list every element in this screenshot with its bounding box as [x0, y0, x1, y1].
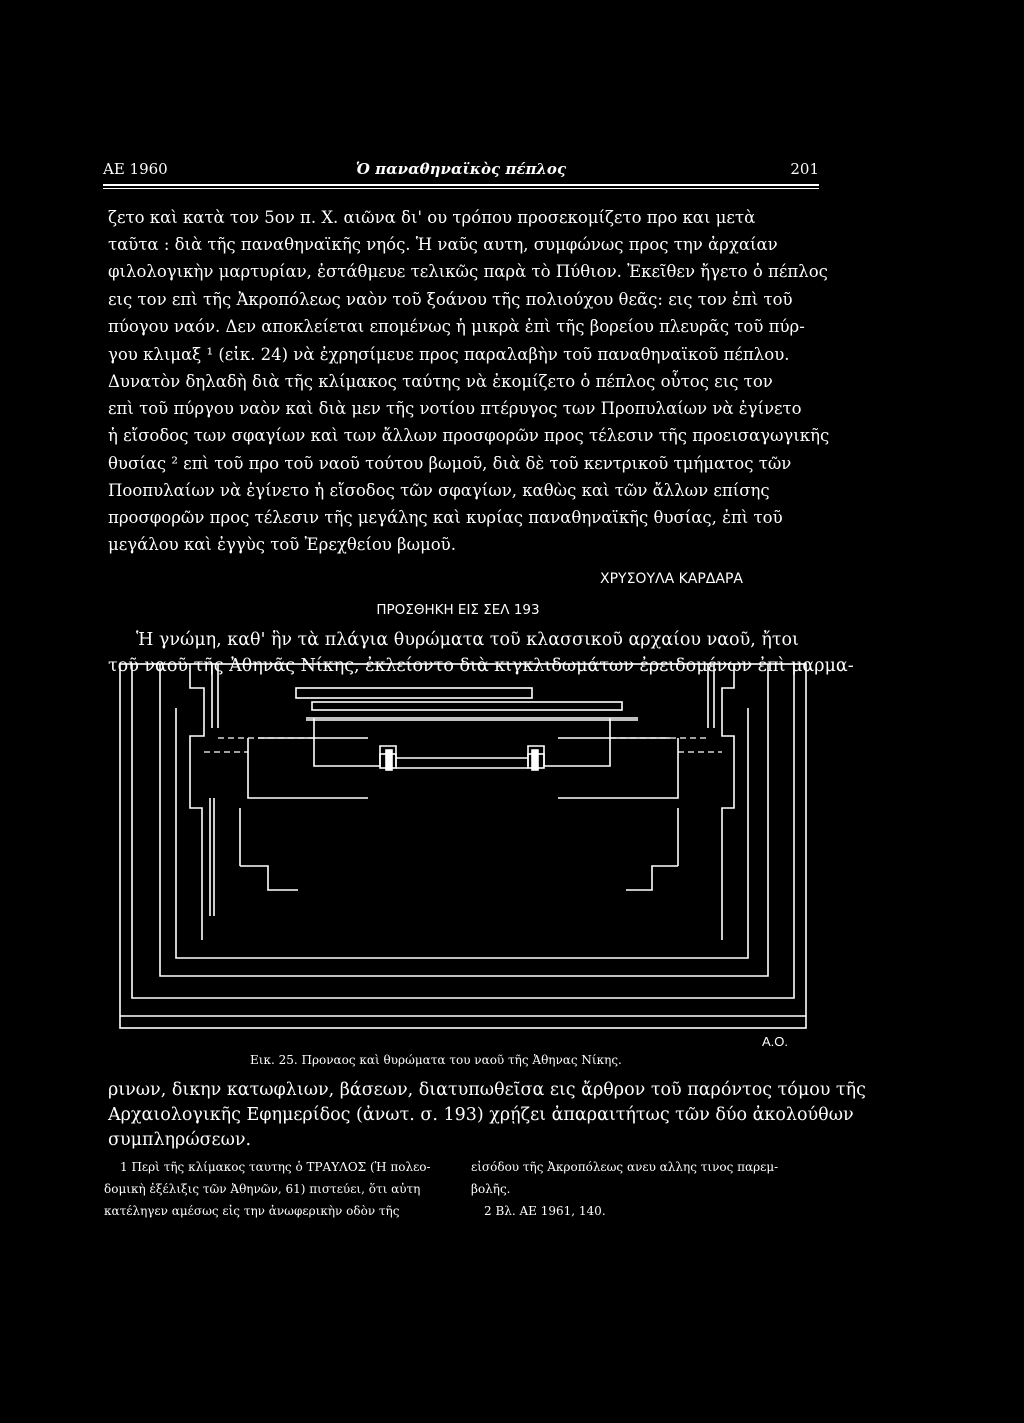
- body-line: γου κλιμαξ ¹ (εἰκ. 24) νὰ ἐχρησίμευε προς παραλαβὴν τοῦ παναθηναϊκοῦ πέπλου.: [108, 345, 790, 364]
- body-line: εις τον επὶ τῆς Ἀκροπόλεως ναὸν τοῦ ξοάνου τῆς πολιούχου θεᾶς: εις τον ἐπὶ τοῦ: [108, 290, 793, 309]
- running-header: [103, 160, 819, 184]
- continuation-line: Αρχαιολογικῆς Εφημερίδος (ἀνωτ. σ. 193) χρῄζει ἀπαραιτήτως τῶν δύο ἀκολούθων: [108, 1105, 854, 1125]
- body-line: ταῦτα : διὰ τῆς παναθηναϊκῆς νηός. Ἡ ναῦς αυτη, συμφώνως προς την ἀρχαίαν: [108, 235, 778, 254]
- continuation-line: συμπληρώσεων.: [108, 1130, 252, 1150]
- continuation-line: ρινων, δικην κατωφλιων, βάσεων, διατυπωθεῖσα εις ἄρθρον τοῦ παρόντος τόμου τῆς: [108, 1080, 866, 1100]
- body-line: φιλολογικὴν μαρτυρίαν, ἐστάθμευε τελικῶς παρὰ τὸ Πύθιον. Ἐκεῖθεν ἤγετο ὁ πέπλος: [108, 262, 828, 281]
- pronaos-plan-figure: [118, 658, 808, 1050]
- body-line: θυσίας ² επὶ τοῦ προ τοῦ ναοῦ τούτου βωμοῦ, διὰ δὲ τοῦ κεντρικοῦ τμήματος τῶν: [108, 454, 792, 473]
- figure-caption: Εικ. 25. Προναος καὶ θυρώματα του ναοῦ τῆς Ἀθηνας Νίκης.: [250, 1053, 622, 1067]
- page-number: 201: [790, 160, 819, 178]
- addendum-title: ΠΡΟΣΘΗΚΗ ΕΙΣ ΣΕΛ 193: [376, 602, 540, 618]
- footnote-line: 1 Περὶ τῆς κλίμακος ταυτης ὁ ΤΡΑΥΛΟΣ (Ἡ πολεο-: [120, 1160, 431, 1174]
- body-line: ἡ εἴσοδος των σφαγίων καὶ των ἄλλων προσφορῶν προς τέλεσιν τῆς προεισαγωγικῆς: [108, 426, 830, 445]
- body-line: επὶ τοῦ πύργου ναὸν καὶ διὰ μεν τῆς νοτίου πτέρυγος των Προπυλαίων νὰ ἐγίνετο: [108, 399, 802, 418]
- article-title: Ὁ παναθηναϊκὸς πέπλος: [355, 160, 567, 178]
- body-line: ζετο καὶ κατὰ τον 5ον π. Χ. αιῶνα δι' ου τρόπου προσεκομίζετο προ και μετὰ: [108, 208, 756, 227]
- figure-initials: Α.Ο.: [762, 1034, 789, 1049]
- author-signature: ΧΡΥΣΟΥΛΑ ΚΑΡΔΑΡΑ: [600, 571, 743, 587]
- header-rule: [103, 184, 819, 186]
- header-rule-thin: [103, 188, 819, 189]
- footnote-line: βολῆς.: [471, 1182, 511, 1196]
- footnote-line: 2 Βλ. ΑΕ 1961, 140.: [484, 1204, 606, 1218]
- footnote-line: εἰσόδου τῆς Ἀκροπόλεως ανευ αλλης τινος παρεμ-: [471, 1160, 779, 1174]
- footnote-line: δομικὴ ἐξέλιξις τῶν Ἀθηνῶν, 61) πιστεύει, ὅτι αὐτη: [104, 1182, 421, 1196]
- body-line: πύογου ναόν. Δεν αποκλείεται επομένως ἡ μικρὰ ἐπὶ τῆς βορείου πλευρᾶς τοῦ πύρ-: [108, 317, 805, 336]
- addendum-line: Ἡ γνώμη, καθ' ἣν τὰ πλάγια θυρώματα τοῦ κλασσικοῦ αρχαίου ναοῦ, ἤτοι: [136, 630, 799, 650]
- addendum-line: τοῦ ναοῦ τῆς Ἀθηνᾶς Νίκης, ἐκλείοντο διὰ κιγκλιδωμάτων ἐρειδομένων ἐπὶ μαρμα-: [108, 656, 854, 676]
- body-line: μεγάλου καὶ ἐγγὺς τοῦ Ἐρεχθείου βωμοῦ.: [108, 535, 456, 554]
- body-line: Δυνατὸν δηλαδὴ διὰ τῆς κλίμακος ταύτης νὰ ἐκομίζετο ὁ πέπλος οὗτος εις τον: [108, 372, 773, 391]
- body-line: προσφορῶν προς τέλεσιν τῆς μεγάλης καὶ κυρίας παναθηναϊκῆς θυσίας, ἐπὶ τοῦ: [108, 508, 783, 527]
- body-line: Ποοπυλαίων νὰ ἐγίνετο ἡ εἴσοδος τῶν σφαγίων, καθὼς καὶ τῶν ἄλλων επίσης: [108, 481, 770, 500]
- footnote-line: κατέληγεν αμέσως εἰς την ἀνωφερικὴν οδὸν τῆς: [104, 1204, 400, 1218]
- journal-year: ΑΕ 1960: [103, 160, 168, 178]
